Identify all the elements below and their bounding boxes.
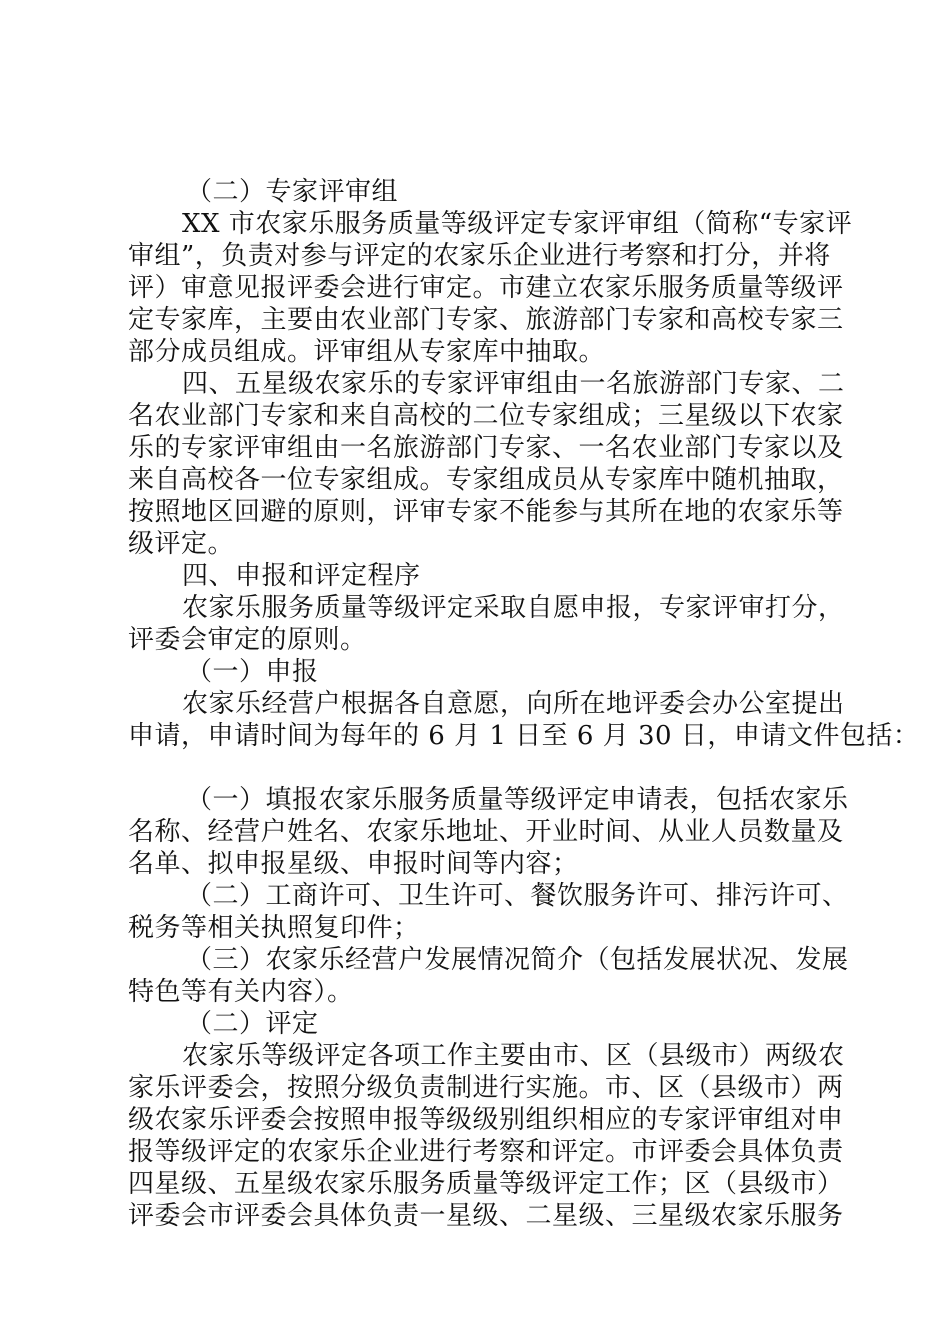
text-line: 评）审意见报评委会进行审定。市建立农家乐服务质量等级评 <box>128 273 844 303</box>
text-line: 评委会审定的原则。 <box>128 625 367 655</box>
text-line: 级农家乐评委会按照申报等级级别组织相应的专家评审组对申 <box>128 1105 844 1135</box>
text-line: 特色等有关内容）。 <box>128 977 354 1007</box>
text-line: 按照地区回避的原则，评审专家不能参与其所在地的农家乐等 <box>128 497 844 527</box>
heading-application-procedure: 四、申报和评定程序 <box>182 561 421 591</box>
text-line: 审组”，负责对参与评定的农家乐企业进行考察和打分，并将 <box>128 241 831 271</box>
text-line: 四、五星级农家乐的专家评审组由一名旅游部门专家、二 <box>182 369 845 399</box>
text-line: （二）工商许可、卫生许可、餐饮服务许可、排污许可、 <box>186 881 849 911</box>
heading-evaluation: （二）评定 <box>186 1009 319 1039</box>
text-line: 评委会市评委会具体负责一星级、二星级、三星级农家乐服务 <box>128 1201 844 1231</box>
text-line: 农家乐等级评定各项工作主要由市、区（县级市）两级农 <box>182 1041 845 1071</box>
text-line: （一）填报农家乐服务质量等级评定申请表，包括农家乐 <box>186 785 849 815</box>
text-line: XX 市农家乐服务质量等级评定专家评审组（简称“专家评 <box>182 209 853 239</box>
text-line: 报等级评定的农家乐企业进行考察和评定。市评委会具体负责 <box>128 1137 844 1167</box>
text-line: 名农业部门专家和来自高校的二位专家组成；三星级以下农家 <box>128 401 844 431</box>
text-line: 乐的专家评审组由一名旅游部门专家、一名农业部门专家以及 <box>128 433 844 463</box>
text-line: 家乐评委会，按照分级负责制进行实施。市、区（县级市）两 <box>128 1073 844 1103</box>
text-line: 来自高校各一位专家组成。专家组成员从专家库中随机抽取， <box>128 465 844 495</box>
text-line: 定专家库，主要由农业部门专家、旅游部门专家和高校专家三 <box>128 305 844 335</box>
text-line: 四星级、五星级农家乐服务质量等级评定工作；区（县级市） <box>128 1169 844 1199</box>
text-line: 名称、经营户姓名、农家乐地址、开业时间、从业人员数量及 <box>128 817 844 847</box>
text-line: 名单、拟申报星级、申报时间等内容； <box>128 849 579 879</box>
text-line: 农家乐服务质量等级评定采取自愿申报，专家评审打分， <box>182 593 845 623</box>
text-line: 级评定。 <box>128 529 235 559</box>
text-line: （三）农家乐经营户发展情况简介（包括发展状况、发展 <box>186 945 849 975</box>
text-line: 农家乐经营户根据各自意愿，向所在地评委会办公室提出 <box>182 689 845 719</box>
text-line: 税务等相关执照复印件； <box>128 913 420 943</box>
heading-application: （一）申报 <box>186 657 319 687</box>
text-line: 申请，申请时间为每年的 6 月 1 日至 6 月 30 日，申请文件包括： <box>128 721 920 751</box>
text-line: 部分成员组成。评审组从专家库中抽取。 <box>128 337 606 367</box>
heading-expert-panel: （二）专家评审组 <box>186 177 399 207</box>
